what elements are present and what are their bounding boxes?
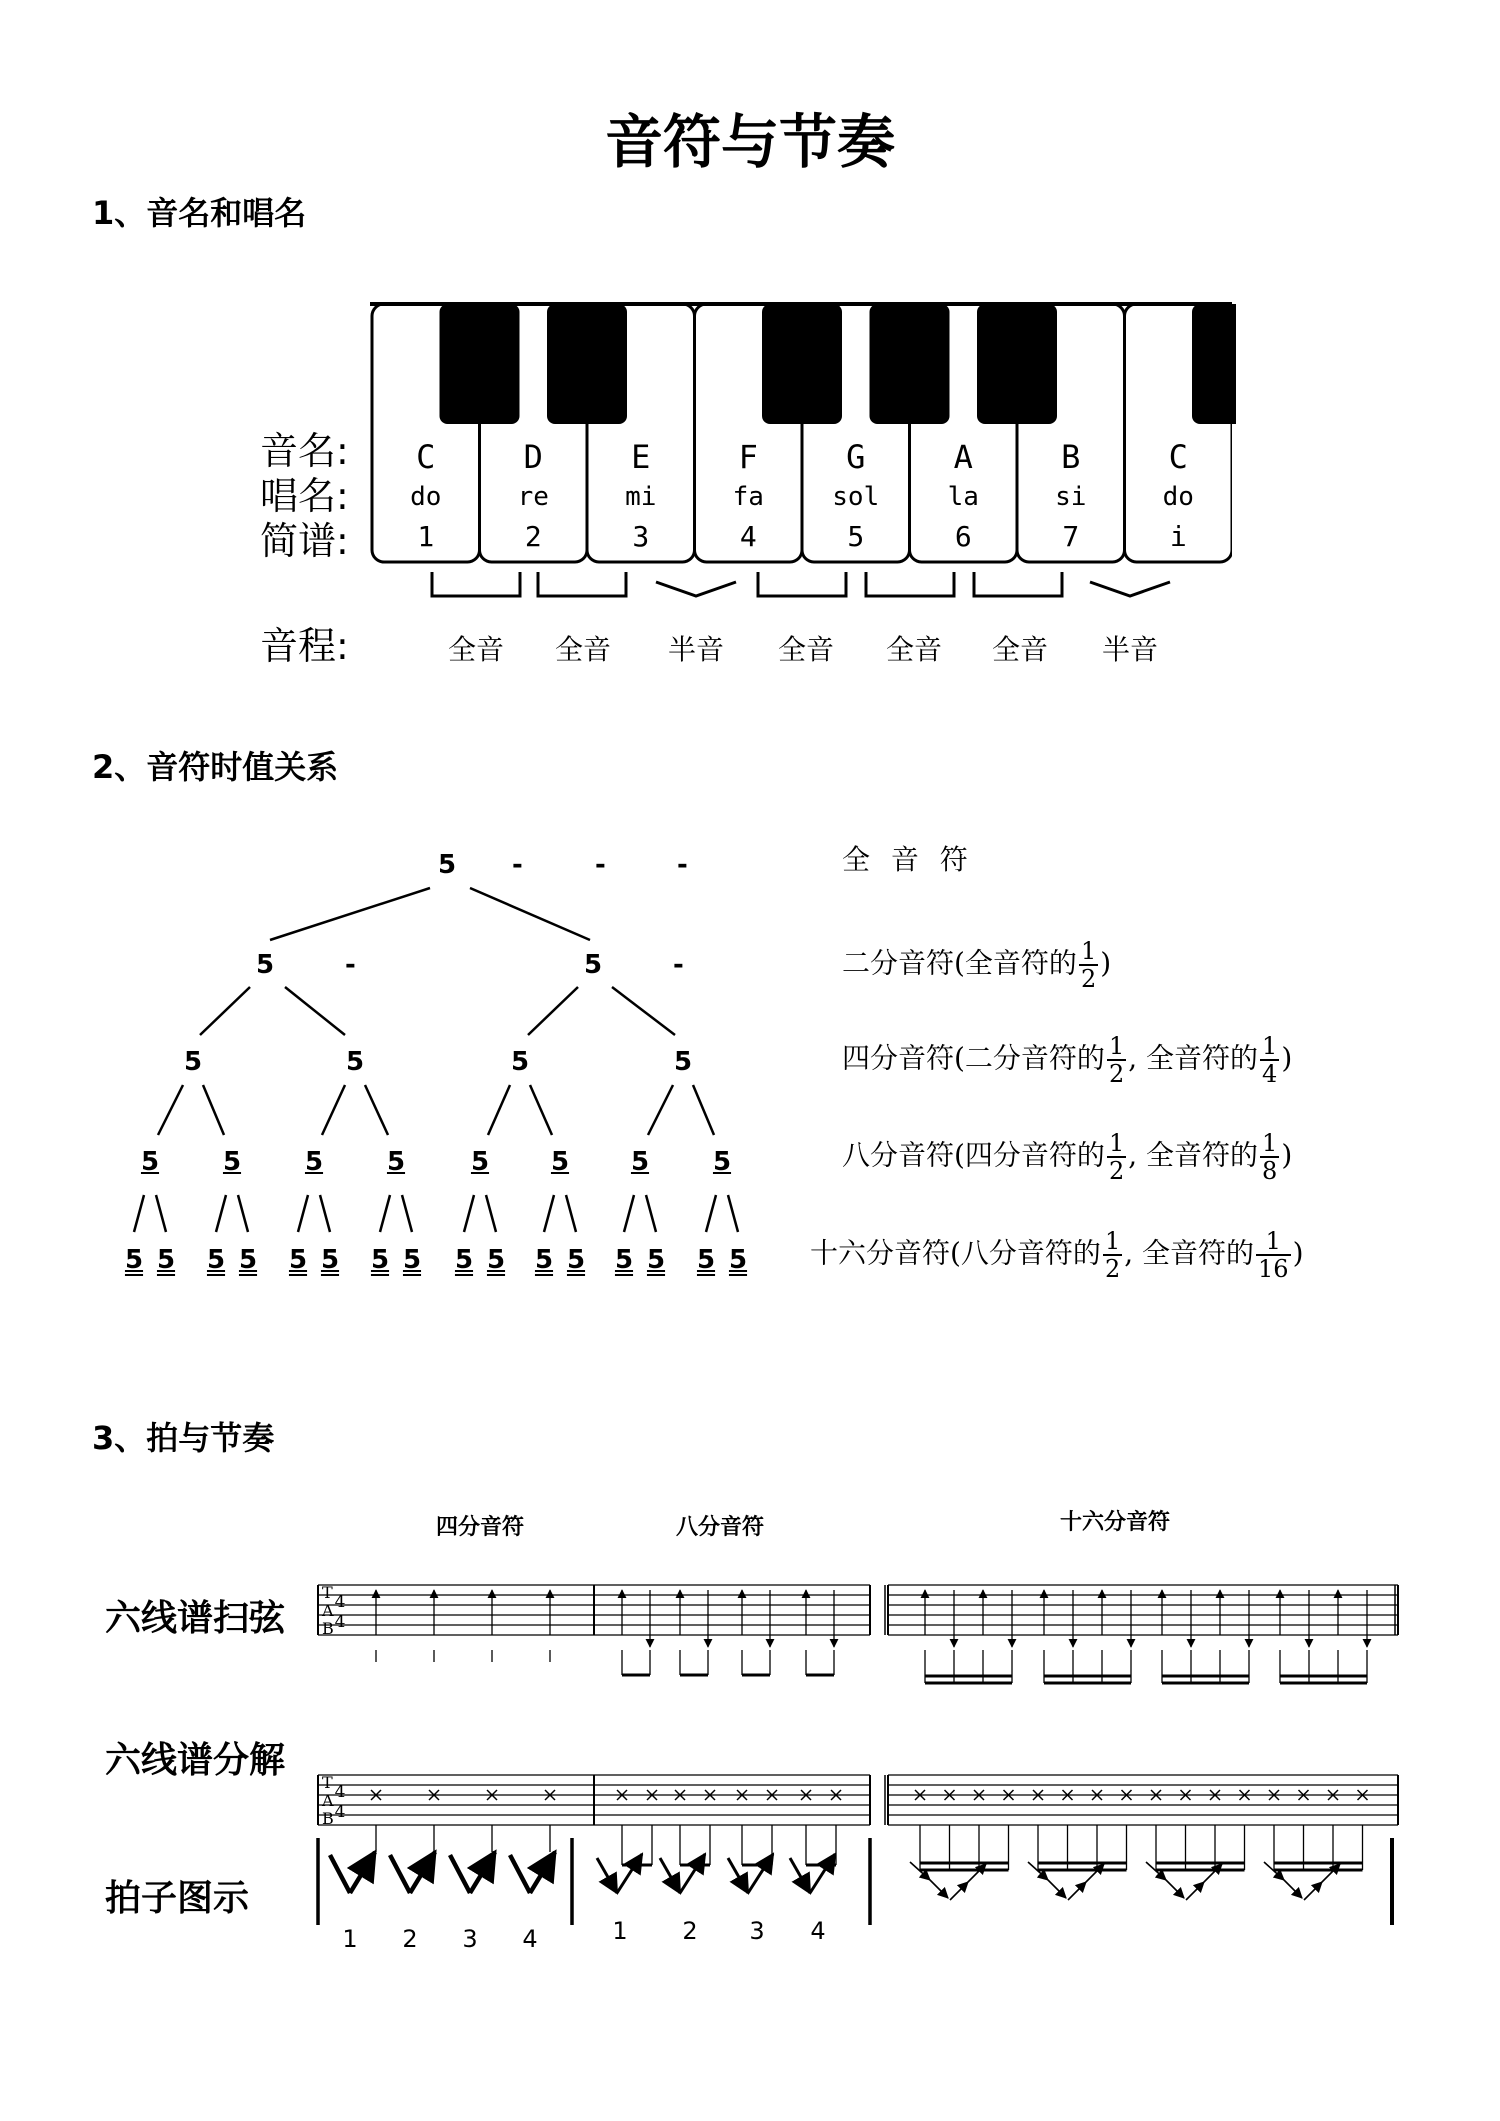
- col-header-eighth: 八分音符: [675, 1515, 764, 1540]
- beat-stroke: [660, 1858, 680, 1893]
- half-note: 5: [583, 950, 603, 980]
- note-dash: -: [512, 850, 523, 880]
- beat-stroke: [1322, 1864, 1340, 1882]
- key-letter: F: [738, 438, 758, 476]
- beat-stroke: [790, 1858, 810, 1893]
- key-solfege: la: [947, 482, 979, 512]
- tree-line: [238, 1195, 248, 1232]
- interval-label: 全音: [991, 633, 1048, 666]
- beat-number: 1: [612, 1917, 628, 1945]
- sixteenth-note: 5: [696, 1245, 716, 1275]
- black-key: [440, 304, 520, 424]
- key-solfege: do: [1162, 482, 1194, 512]
- beat-number: 4: [810, 1917, 826, 1945]
- key-letter: C: [1168, 438, 1188, 476]
- key-solfege: mi: [625, 482, 657, 512]
- beat-stroke: [410, 1852, 435, 1893]
- beat-number: 2: [402, 1925, 418, 1953]
- sixteenth-note: 5: [646, 1245, 666, 1275]
- key-number: 3: [632, 520, 650, 553]
- eighth-note: 5: [140, 1147, 160, 1177]
- beat-stroke: [950, 1882, 968, 1900]
- tree-line: [646, 1195, 656, 1232]
- whole-note: 5: [437, 850, 457, 880]
- tree-line: [706, 1195, 716, 1232]
- beat-stroke: [470, 1852, 495, 1893]
- tree-line: [365, 1085, 388, 1135]
- tab-letter: T: [322, 1773, 333, 1792]
- tree-line: [648, 1085, 673, 1135]
- key-letter: B: [1061, 438, 1081, 476]
- beat-stroke: [510, 1855, 530, 1893]
- beat-number: 4: [522, 1925, 538, 1953]
- note-dash: -: [677, 850, 688, 880]
- beat-number: 2: [682, 1917, 698, 1945]
- eighth-note: 5: [470, 1147, 490, 1177]
- tab-letter: B: [322, 1809, 334, 1828]
- fraction: $\frac{1}{16}$: [1258, 1227, 1289, 1283]
- tree-line: [624, 1195, 634, 1232]
- tree-line: [528, 987, 578, 1035]
- rhythm-diagram: [300, 1570, 1420, 1950]
- time-signature: 4: [334, 1782, 346, 1802]
- tree-line: [464, 1195, 474, 1232]
- note-dash: -: [595, 850, 606, 880]
- note-dash: -: [673, 950, 684, 980]
- col-header-sixteenth: 十六分音符: [1059, 1510, 1170, 1535]
- section2-heading: 2、音符时值关系: [92, 748, 339, 786]
- beat-stroke: [968, 1864, 986, 1882]
- eighth-note: 5: [550, 1147, 570, 1177]
- beat-stroke: [1186, 1882, 1204, 1900]
- black-key: [547, 304, 627, 424]
- beat-stroke: [390, 1855, 410, 1893]
- quarter-note: 5: [183, 1047, 203, 1077]
- tree-line: [488, 1085, 510, 1135]
- beat-number: 3: [749, 1917, 765, 1945]
- beat-stroke: [330, 1855, 350, 1893]
- beat-stroke: [617, 1854, 642, 1893]
- key-solfege: fa: [732, 482, 764, 512]
- interval-brackets: [420, 570, 1180, 610]
- tree-line: [200, 987, 250, 1035]
- eighth-note: 5: [222, 1147, 242, 1177]
- tree-line: [158, 1085, 183, 1135]
- sixteenth-note: 5: [206, 1245, 226, 1275]
- sixteenth-note: 5: [238, 1245, 258, 1275]
- tree-line: [216, 1195, 226, 1232]
- sixteenth-note: 5: [402, 1245, 422, 1275]
- fraction: $\frac{1}{2}$: [1108, 1032, 1125, 1088]
- sixteenth-note: 5: [534, 1245, 554, 1275]
- black-key: [1192, 304, 1236, 424]
- interval-bracket: [866, 572, 954, 596]
- black-key: [870, 304, 950, 424]
- black-key: [977, 304, 1057, 424]
- tab-letter: A: [322, 1601, 334, 1620]
- tree-line: [298, 1195, 308, 1232]
- eighth-note: 5: [304, 1147, 324, 1177]
- sixteenth-note: 5: [370, 1245, 390, 1275]
- interval-bracket: [758, 572, 846, 596]
- eighth-note: 5: [712, 1147, 732, 1177]
- tab-letter: T: [322, 1583, 333, 1602]
- beat-stroke: [810, 1854, 835, 1893]
- fraction: $\frac{1}{4}$: [1262, 1032, 1278, 1088]
- tree-line: [156, 1195, 166, 1232]
- time-signature: 4: [334, 1592, 346, 1612]
- key-letter: A: [953, 438, 973, 476]
- key-number: 6: [954, 520, 972, 553]
- beat-stroke: [728, 1858, 748, 1893]
- key-solfege: si: [1055, 482, 1087, 512]
- eighth-note: 5: [630, 1147, 650, 1177]
- tree-line: [566, 1195, 576, 1232]
- beat-stroke: [1086, 1864, 1104, 1882]
- beat-stroke: [530, 1852, 555, 1893]
- key-letter: G: [846, 438, 866, 476]
- sixteenth-note: 5: [288, 1245, 308, 1275]
- key-number: i: [1169, 520, 1187, 553]
- row-label-arpeggio: 六线谱分解: [105, 1740, 286, 1781]
- beat-stroke: [1166, 1880, 1184, 1898]
- tree-line: [612, 987, 675, 1035]
- desc-quarter: 四分音符(二分音符的 $\frac{1}{2}$ , 全音符的 $\frac{1}{4}$ ): [842, 1032, 1293, 1088]
- interval-label: 半音: [667, 633, 724, 666]
- tree-line: [530, 1085, 552, 1135]
- key-letter: D: [523, 438, 543, 476]
- tree-line: [320, 1195, 330, 1232]
- row-label-strum: 六线谱扫弦: [105, 1598, 286, 1639]
- tree-line: [380, 1195, 390, 1232]
- beat-stroke: [350, 1852, 375, 1893]
- interval-label: 全音: [777, 633, 834, 666]
- beat-number: 3: [462, 1925, 478, 1953]
- half-note: 5: [255, 950, 275, 980]
- desc-eighth: 八分音符(四分音符的 $\frac{1}{2}$ , 全音符的 $\frac{1}{8}$ ): [842, 1129, 1293, 1185]
- beat-stroke: [1304, 1882, 1322, 1900]
- beat-stroke: [450, 1855, 470, 1893]
- beat-stroke: [748, 1854, 773, 1893]
- note-name-label: 音名:: [260, 429, 349, 473]
- interval-bracket: [974, 572, 1062, 596]
- col-header-quarter: 四分音符: [435, 1515, 524, 1540]
- sixteenth-note: 5: [728, 1245, 748, 1275]
- sixteenth-note: 5: [614, 1245, 634, 1275]
- tree-line: [270, 888, 430, 940]
- interval-caret: [1090, 582, 1170, 596]
- beat-stroke: [1284, 1880, 1302, 1898]
- key-number: 1: [417, 520, 435, 553]
- interval-bracket: [538, 572, 626, 596]
- key-letter: C: [416, 438, 436, 476]
- sixteenth-note: 5: [320, 1245, 340, 1275]
- interval-label: 音程:: [260, 624, 349, 668]
- numbered-label: 简谱:: [260, 519, 349, 563]
- tree-line: [285, 987, 345, 1035]
- desc-sixteenth: 十六分音符(八分音符的 $\frac{1}{2}$ , 全音符的 $\frac{1}{16}$ ): [810, 1227, 1304, 1283]
- interval-label: 全音: [554, 633, 611, 666]
- key-letter: E: [631, 438, 651, 476]
- beat-stroke: [930, 1880, 948, 1898]
- fraction: $\frac{1}{2}$: [1104, 1227, 1121, 1283]
- sixteenth-note: 5: [566, 1245, 586, 1275]
- page-title: 音符与节奏: [604, 108, 895, 176]
- beat-number: 1: [342, 1925, 358, 1953]
- interval-bracket: [432, 572, 520, 596]
- sixteenth-note: 5: [454, 1245, 474, 1275]
- fraction: $\frac{1}{2}$: [1108, 1129, 1125, 1185]
- interval-label: 全音: [447, 633, 504, 666]
- tab-letter: B: [322, 1619, 334, 1638]
- solfege-label: 唱名:: [260, 474, 349, 518]
- beat-stroke: [680, 1854, 705, 1893]
- interval-caret: [656, 582, 736, 596]
- key-number: 7: [1062, 520, 1080, 553]
- sixteenth-note: 5: [486, 1245, 506, 1275]
- eighth-note: 5: [386, 1147, 406, 1177]
- beat-stroke: [1204, 1864, 1222, 1882]
- tree-line: [728, 1195, 738, 1232]
- key-solfege: re: [517, 482, 549, 512]
- sixteenth-note: 5: [156, 1245, 176, 1275]
- fraction: $\frac{1}{8}$: [1262, 1129, 1278, 1185]
- quarter-note: 5: [510, 1047, 530, 1077]
- tree-line: [134, 1195, 144, 1232]
- section1-heading: 1、音名和唱名: [92, 194, 307, 232]
- time-signature: 4: [334, 1612, 346, 1632]
- time-signature: 4: [334, 1802, 346, 1822]
- desc-whole: 全 音 符: [842, 843, 974, 876]
- note-tree-lines: [120, 840, 760, 1290]
- quarter-note: 5: [345, 1047, 365, 1077]
- row-label-beat: 拍子图示: [105, 1878, 250, 1919]
- desc-half-text: 二分音符(全音符的: [842, 946, 1077, 980]
- desc-half: 二分音符(全音符的 $\frac{1}{2}$ ): [842, 937, 1112, 993]
- tab-letter: A: [322, 1791, 334, 1810]
- tree-line: [470, 888, 590, 940]
- key-number: 5: [847, 520, 865, 553]
- tree-line: [203, 1085, 224, 1135]
- sixteenth-note: 5: [124, 1245, 144, 1275]
- tree-line: [486, 1195, 496, 1232]
- quarter-note: 5: [673, 1047, 693, 1077]
- key-number: 2: [524, 520, 542, 553]
- key-number: 4: [739, 520, 757, 553]
- tree-line: [402, 1195, 412, 1232]
- beat-stroke: [1068, 1882, 1086, 1900]
- tree-line: [693, 1085, 714, 1135]
- note-dash: -: [345, 950, 356, 980]
- beat-stroke: [1048, 1880, 1066, 1898]
- key-solfege: sol: [832, 482, 880, 512]
- section3-heading: 3、拍与节奏: [92, 1419, 275, 1457]
- tree-line: [544, 1195, 554, 1232]
- interval-label: 全音: [885, 633, 942, 666]
- interval-label: 半音: [1101, 633, 1158, 666]
- tree-line: [322, 1085, 345, 1135]
- black-key: [762, 304, 842, 424]
- key-solfege: do: [410, 482, 442, 512]
- beat-stroke: [597, 1858, 617, 1893]
- fraction: $\frac{1}{2}$: [1080, 937, 1097, 993]
